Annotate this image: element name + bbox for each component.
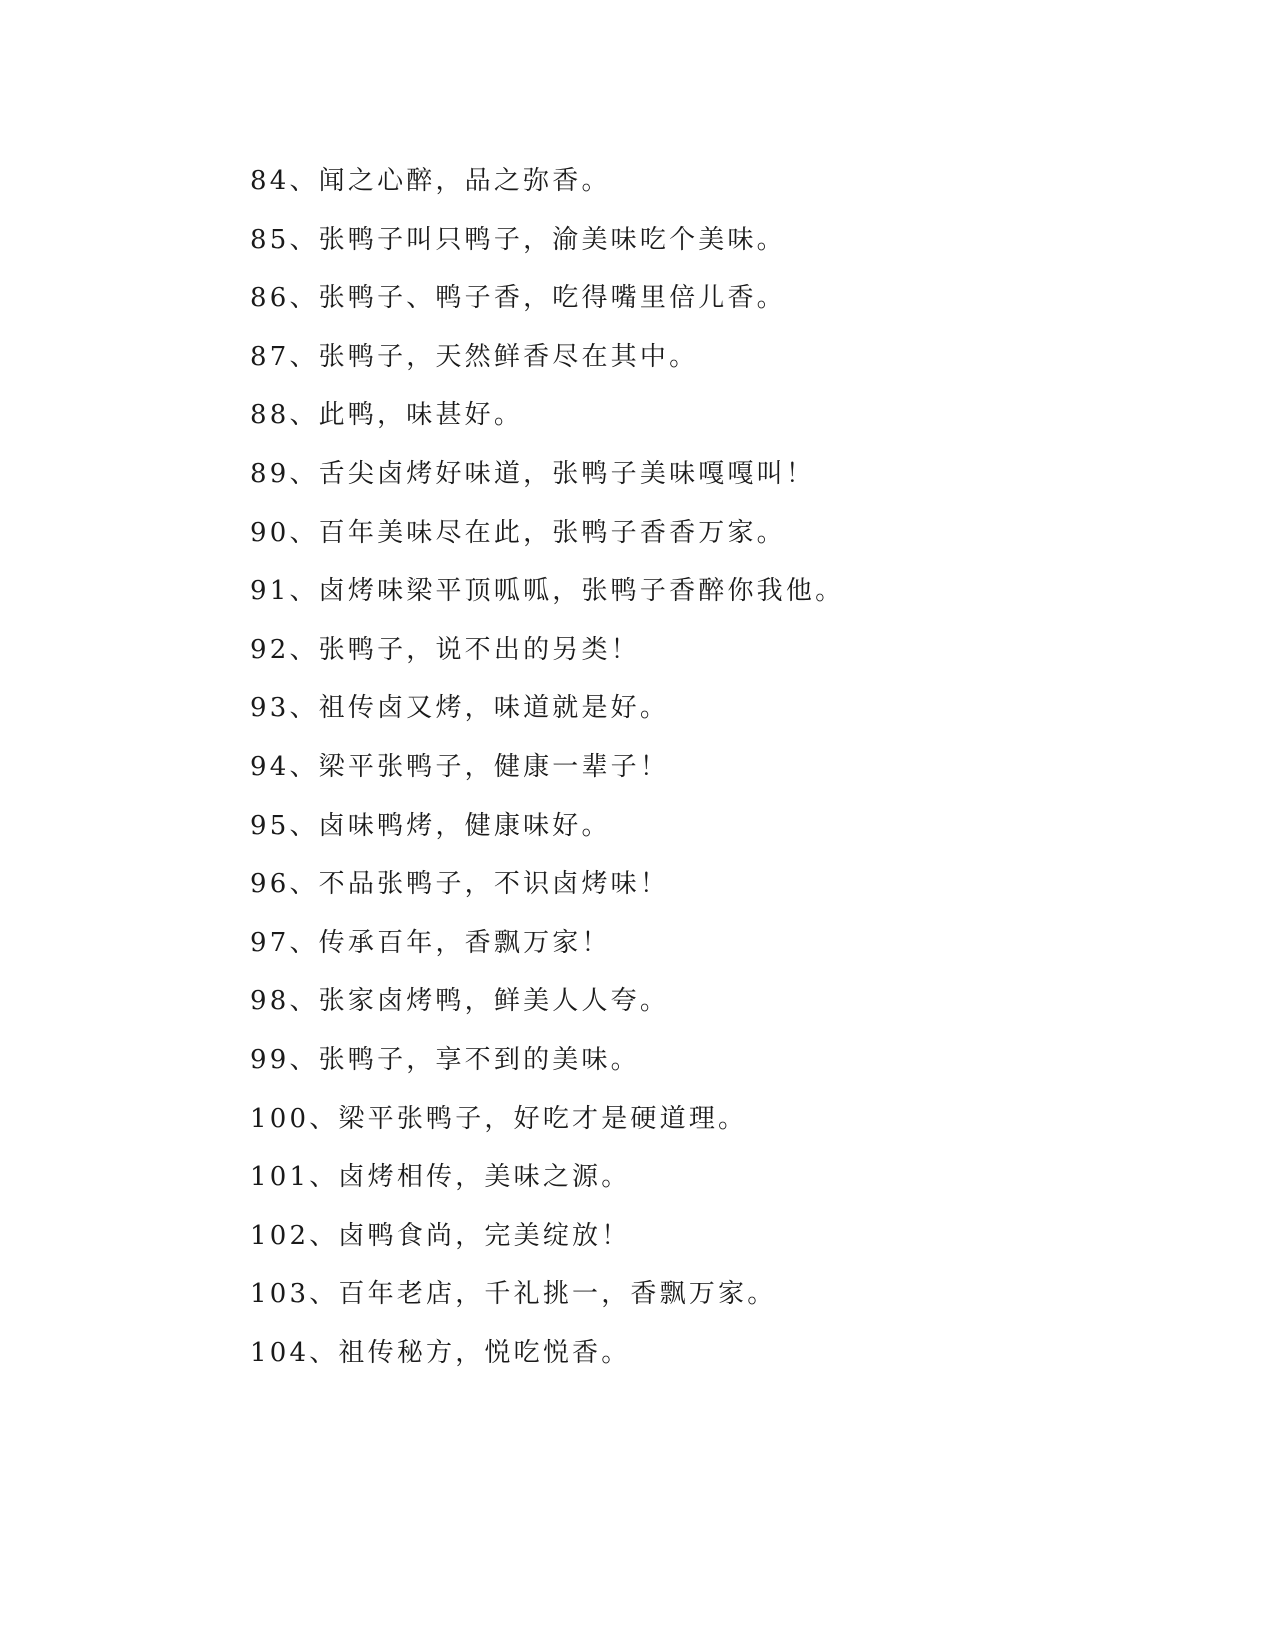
- slogan-line-93: 93、祖传卤又烤，味道就是好。: [250, 693, 670, 724]
- slogan-line-90: 90、百年美味尽在此，张鸭子香香万家。: [250, 517, 786, 548]
- slogan-line-103: 103、百年老店，千礼挑一，香飘万家。: [250, 1279, 777, 1310]
- slogan-line-97: 97、传承百年，香飘万家！: [250, 927, 611, 958]
- slogan-line-100: 100、梁平张鸭子，好吃才是硬道理。: [250, 1103, 748, 1134]
- slogan-line-95: 95、卤味鸭烤，健康味好。: [250, 810, 611, 841]
- slogan-line-87: 87、张鸭子，天然鲜香尽在其中。: [250, 341, 699, 372]
- slogan-line-94: 94、梁平张鸭子，健康一辈子！: [250, 751, 670, 782]
- slogan-line-85: 85、张鸭子叫只鸭子，渝美味吃个美味。: [250, 224, 786, 255]
- slogan-line-96: 96、不品张鸭子，不识卤烤味！: [250, 869, 670, 900]
- slogan-line-86: 86、张鸭子、鸭子香，吃得嘴里倍儿香。: [250, 283, 786, 314]
- slogan-line-98: 98、张家卤烤鸭，鲜美人人夸。: [250, 986, 670, 1017]
- slogan-line-89: 89、舌尖卤烤好味道，张鸭子美味嘎嘎叫！: [250, 458, 816, 489]
- slogan-line-92: 92、张鸭子，说不出的另类！: [250, 634, 640, 665]
- slogan-line-99: 99、张鸭子，享不到的美味。: [250, 1044, 640, 1075]
- slogan-line-104: 104、祖传秘方，悦吃悦香。: [250, 1337, 631, 1368]
- slogan-line-84: 84、闻之心醉，品之弥香。: [250, 166, 611, 196]
- slogan-line-101: 101、卤烤相传，美味之源。: [250, 1162, 631, 1193]
- slogan-line-88: 88、此鸭，味甚好。: [250, 400, 524, 431]
- slogan-line-91: 91、卤烤味梁平顶呱呱，张鸭子香醉你我他。: [250, 576, 845, 607]
- slogan-line-102: 102、卤鸭食尚，完美绽放！: [250, 1220, 631, 1251]
- slogan-list: [250, 158, 844, 1388]
